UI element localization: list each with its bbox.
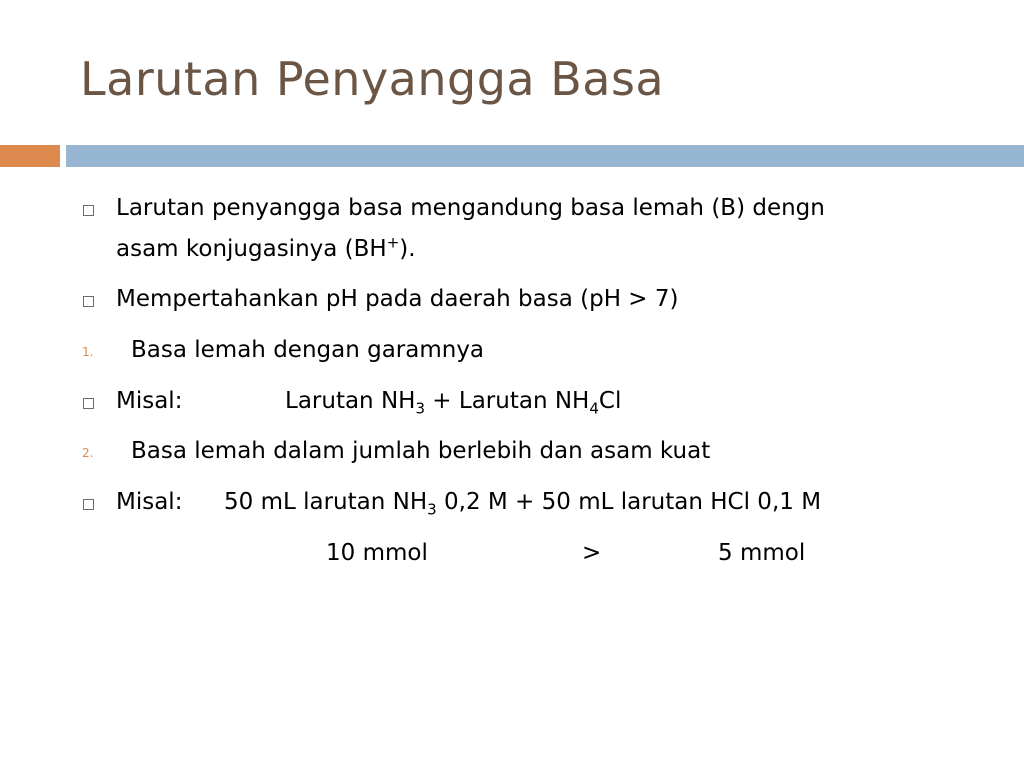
subscript: 3 — [427, 500, 437, 519]
example-formula: Larutan $NH_3$ + Larutan $NH_4Cl$ — [285, 388, 622, 418]
list-number: 1. — [82, 345, 94, 359]
mmol-left: 10 mmol — [326, 540, 428, 566]
bullet-text: Larutan penyangga basa mengandung basa lemah (B) dengn — [116, 195, 825, 221]
slide-title: Larutan Penyangga Basa — [80, 52, 665, 106]
mmol-right: 5 mmol — [718, 540, 806, 566]
subscript: 4 — [589, 399, 599, 418]
superscript: + — [386, 233, 400, 252]
numbered-text: Basa lemah dengan garamnya — [131, 337, 485, 363]
accent-bar-blue — [66, 145, 1024, 167]
misal-label: Misal: — [116, 388, 183, 414]
bullet-square-icon — [83, 499, 94, 510]
bullet-square-icon — [83, 296, 94, 307]
accent-bar-orange — [0, 145, 60, 167]
bullet-square-icon — [83, 398, 94, 409]
list-number: 2. — [82, 446, 94, 460]
example-formula: 50 mL larutan $NH_3$ 0,2 M + 50 mL larutan HCl 0,1 M — [224, 489, 822, 519]
misal-label: Misal: — [116, 489, 183, 515]
bullet-text: ). — [399, 236, 416, 262]
bullet-text: asam konjugasinya (BH — [116, 236, 387, 262]
subscript: 3 — [415, 399, 425, 418]
greater-than-sign: > — [582, 540, 602, 566]
bullet-square-icon — [83, 205, 94, 216]
numbered-text: Basa lemah dalam jumlah berlebih dan asam kuat — [131, 438, 711, 464]
bullet-text: Mempertahankan pH pada daerah basa (pH > 7) — [116, 286, 679, 312]
